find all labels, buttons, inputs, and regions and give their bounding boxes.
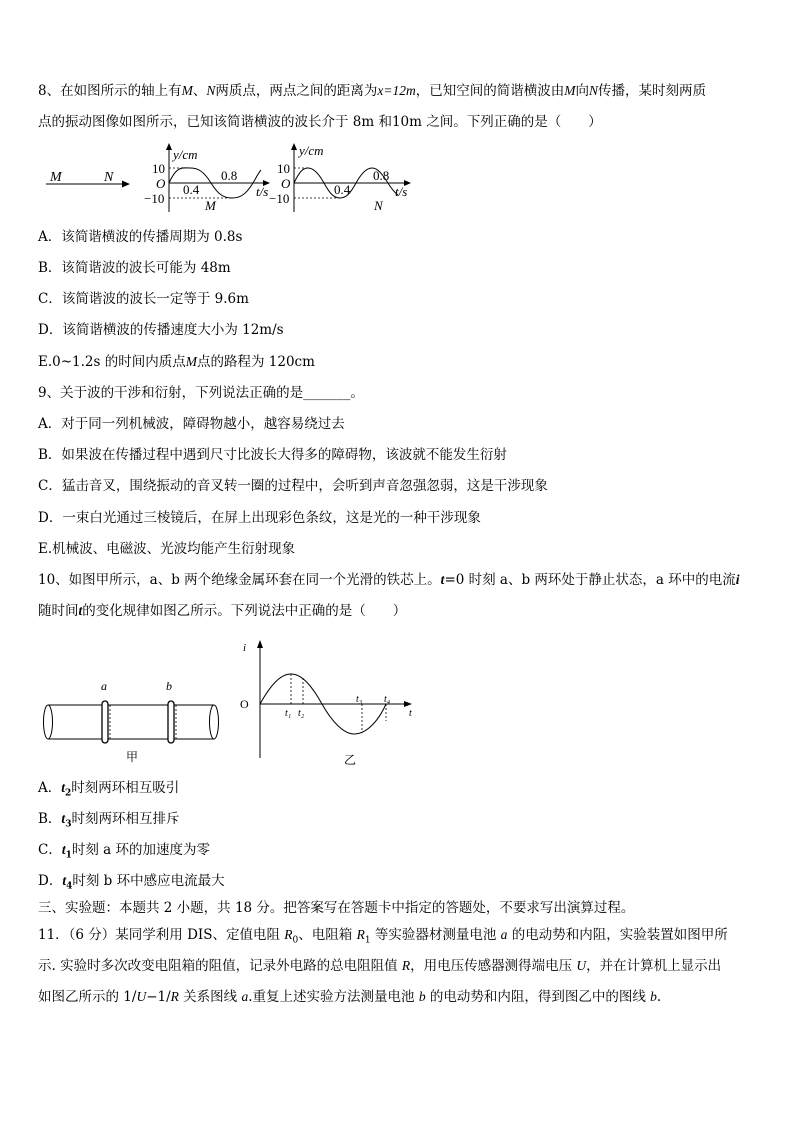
point-N: N <box>374 198 383 213</box>
q8-stem-line1: 8、在如图所示的轴上有M、N两质点，两点之间的距离为x=12m，已知空间的简谐横波由M向N传播，某时刻两质 <box>38 83 706 99</box>
caption-jia: 甲 <box>126 750 139 764</box>
y-arrow <box>291 143 297 150</box>
tick-04: 0.4 <box>334 182 351 197</box>
q10-option-c: C．$t_1$时刻 a 环的加速度为零 <box>38 842 211 861</box>
q8-graph-N <box>269 143 411 213</box>
tick-t4: t₄ <box>384 694 391 705</box>
y-top: 10 <box>152 161 165 176</box>
t-label: t/s <box>256 184 269 199</box>
q11-line2: 示. 实验时多次改变电阻箱的阻值，记录外电路的总电阻阻值 R，用电压传感器测得端电压 U，并在计算机上显示出 <box>38 958 722 974</box>
q8-option-e: E.0~1.2s 的时间内质点M点的路程为 120cm <box>38 354 315 370</box>
origin: O <box>281 176 291 191</box>
core-right-end <box>210 705 219 739</box>
core-left-end <box>44 705 53 739</box>
q11-line1: 11．（6 分）某同学利用 DIS、定值电阻 $R_0$、电阻箱 $R_1$ 等实验器材测量电池 a 的电动势和内阻，实验装置如图甲所 <box>38 927 728 946</box>
q8-option-b: B．该简谐波的波长可能为 48m <box>38 260 231 276</box>
q9-option-e: E.机械波、电磁波、光波均能产生衍射现象 <box>38 541 296 557</box>
point-M: M <box>205 198 216 213</box>
tick-08: 0.8 <box>373 168 390 183</box>
label-b: b <box>166 679 172 693</box>
q8-axis-diagram <box>46 170 130 188</box>
y-bottom: −10 <box>144 191 165 206</box>
i-label: i <box>243 642 247 654</box>
q8-option-d: D．该简谐横波的传播速度大小为 12m/s <box>38 322 284 338</box>
tick-t3: t₃ <box>356 694 363 705</box>
q10-stem-line2: 随时间t的变化规律如图乙所示。下列说法中正确的是（ ） <box>38 603 407 619</box>
q11-line3: 如图乙所示的 1/U−1/R 关系图线 a.重复上述实验方法测量电池 b 的电动势和内阻，得到图乙中的图线 b. <box>38 989 662 1005</box>
q10-figure-jia <box>38 672 228 772</box>
i-arrow <box>257 640 263 648</box>
ring-a <box>102 701 110 743</box>
q8-figure <box>38 140 418 220</box>
section-3-heading: 三、实验题：本题共 2 小题，共 18 分。把答案写在答题卡中指定的答题处，不要求写出演算过程。 <box>38 900 635 916</box>
origin: O <box>240 697 249 711</box>
y-label: y/cm <box>173 147 198 162</box>
t-label: t <box>409 708 412 719</box>
q8-graph-M <box>144 143 270 213</box>
tick-t1: t₁ <box>285 708 292 719</box>
q9-option-a: A．对于同一列机械波，障碍物越小，越容易绕过去 <box>38 416 345 432</box>
q9-option-c: C．猛击音叉，围绕振动的音叉转一圈的过程中，会听到声音忽强忽弱，这是干涉现象 <box>38 478 548 494</box>
caption-yi: 乙 <box>344 753 357 767</box>
y-bottom: −10 <box>269 191 290 206</box>
y-top: 10 <box>277 161 290 176</box>
q8-option-c: C．该简谐波的波长一定等于 9.6m <box>38 291 249 307</box>
tick-08: 0.8 <box>221 168 238 183</box>
q9-stem: 9、关于波的干涉和衍射，下列说法正确的是_______。 <box>38 385 364 401</box>
t-label: t/s <box>395 184 408 199</box>
q8-option-a: A．该简谐横波的传播周期为 0.8s <box>38 229 243 245</box>
q8-stem-line2: 点的振动图像如图所示，已知该简谐横波的波长介于 8m 和10m 之间。下列正确的是（ ） <box>38 114 602 130</box>
q10-figure-yi <box>234 636 434 770</box>
tick-t2: t₂ <box>298 708 305 719</box>
y-label: y/cm <box>299 143 324 158</box>
axis-arrow <box>122 181 130 188</box>
q9-option-d: D．一束白光通过三棱镜后，在屏上出现彩色条纹，这是光的一种干涉现象 <box>38 510 481 526</box>
q10-option-d: D．$t_4$时刻 b 环中感应电流最大 <box>38 873 225 892</box>
origin: O <box>156 176 166 191</box>
q10-stem-line1: 10、如图甲所示，a、b 两个绝缘金属环套在同一个光滑的铁芯上。t=0 时刻 a、b 两环处于静止状态，a 环中的电流i <box>38 572 740 588</box>
ring-b <box>168 701 176 743</box>
y-arrow <box>166 143 172 150</box>
tick-04: 0.4 <box>183 182 200 197</box>
q10-option-a: A．$t_2$时刻两环相互吸引 <box>38 780 180 799</box>
label-N: N <box>104 170 114 185</box>
q10-option-b: B．$t_3$时刻两环相互排斥 <box>38 811 180 830</box>
label-M: M <box>50 170 62 185</box>
label-a: a <box>101 679 107 693</box>
q9-option-b: B．如果波在传播过程中遇到尺寸比波长大得多的障碍物，该波就不能发生衍射 <box>38 447 507 463</box>
t-arrow <box>404 701 412 707</box>
